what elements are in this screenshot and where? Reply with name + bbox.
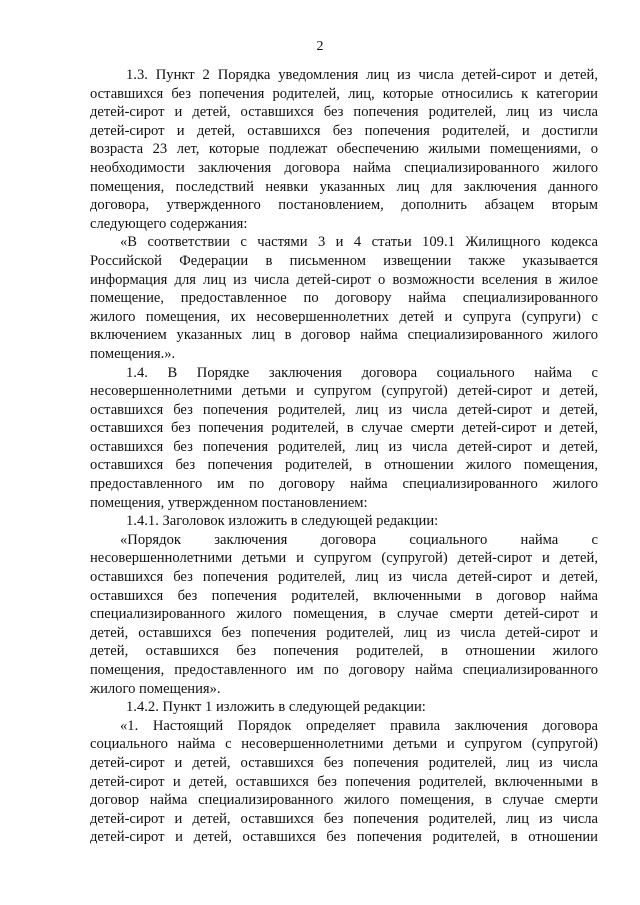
text-line: детей-сирот и детей, оставшихся без попечения родителей, включенными в: [90, 773, 598, 790]
quoted-paragraph-2: [90, 717, 598, 847]
quoted-paragraph-1: [90, 233, 598, 363]
text-line: договор найма специализированного жилого помещения, в случае смерти: [90, 792, 598, 809]
text-line: «1. Настоящий Порядок определяет правила заключения договора: [120, 717, 598, 734]
text-line: детей, оставшихся без попечения родителей, в отношении жилого: [90, 643, 598, 660]
text-line: детей-сирот и детей, оставшихся без попечения родителей, лиц из числа: [90, 104, 598, 121]
text-line: предоставленного им по договору найма специализированного жилого: [90, 476, 598, 493]
text-line: Российской Федерации в письменном извещении также указывается: [90, 252, 598, 269]
text-line: договора, утвержденного постановлением, дополнить абзацем вторым: [90, 197, 598, 214]
paragraph-1-4-1: [90, 512, 598, 531]
text-line: несовершеннолетними детьми и супругом (супругой) детей-сирот и детей,: [90, 550, 598, 567]
paragraph-1-3: [90, 66, 598, 233]
text-line: оставшихся без попечения родителей, лиц, которые относились к категории: [90, 85, 598, 102]
text-line: 1.4. В Порядке заключения договора социального найма с: [126, 364, 598, 381]
text-line: детей-сирот и детей, оставшихся без попечения родителей, лиц из числа: [90, 810, 598, 827]
text-line: оставшихся без попечения родителей, лиц из числа детей-сирот и детей,: [90, 569, 598, 586]
text-line: помещение, предоставленное по договору найма специализированного: [90, 290, 598, 307]
text-line: «Порядок заключения договора социального найма с: [120, 531, 598, 548]
text-line: помещения, предоставленного им по договору найма специализированного: [90, 662, 598, 678]
page-number: 2: [316, 39, 324, 54]
text-line: необходимости заключения договора найма специализированного жилого: [90, 159, 598, 176]
text-line: специализированного жилого помещения, в случае смерти детей-сирот и: [90, 606, 598, 623]
text-line: следующего содержания:: [90, 215, 248, 232]
text-line: детей-сирот и детей, оставшихся без попечения родителей, и достигли: [90, 122, 598, 139]
text-line: социального найма с несовершеннолетними детьми и супругом (супругой): [90, 736, 598, 753]
text-line: включением указанных лиц в договор найма специализированного жилого: [90, 327, 598, 344]
text-line: 1.3. Пункт 2 Порядка уведомления лиц из числа детей-сирот и детей,: [126, 67, 598, 83]
text-line: оставшихся без попечения родителей, лиц из числа детей-сирот и детей,: [90, 401, 598, 418]
text-line: оставшихся без попечения родителей, лиц из числа детей-сирот и детей,: [90, 438, 598, 455]
text-line: «В соответствии с частями 3 и 4 статьи 109.1 Жилищного кодекса: [120, 234, 598, 251]
text-line: детей-сирот и детей, оставшихся без попечения родителей, в отношении: [90, 829, 598, 846]
text-line: помещения, утвержденном постановлением:: [90, 494, 368, 511]
text-line: возраста 23 лет, которые подлежат обеспечению жилыми помещениями, о: [90, 141, 598, 158]
paragraph-1-4-2: [90, 698, 598, 717]
text-line: оставшихся без попечения родителей, включенными в договор найма: [90, 587, 598, 604]
text-line: детей, оставшихся без попечения родителей, лиц из числа детей-сирот и: [90, 624, 598, 641]
text-line: жилого помещения, их несовершеннолетних детей и супруга (супруги) с: [90, 308, 598, 325]
text-line: помещения.».: [90, 345, 176, 362]
text-line: жилого помещения».: [90, 680, 221, 697]
text-line: 1.4.1. Заголовок изложить в следующей редакции:: [126, 513, 439, 530]
document-body: [90, 66, 598, 847]
text-line: помещения, последствий неявки указанных лиц для заключения данного: [90, 178, 598, 195]
text-line: оставшихся без попечения родителей, в отношении жилого помещения,: [90, 457, 598, 474]
text-line: детей-сирот и детей, оставшихся без попечения родителей, лиц из числа: [90, 754, 598, 771]
quoted-title: [90, 531, 598, 698]
text-line: несовершеннолетними детьми и супругом (супругой) детей-сирот и детей,: [90, 383, 598, 400]
text-line: 1.4.2. Пункт 1 изложить в следующей редакции:: [126, 699, 426, 716]
paragraph-1-4: [90, 364, 598, 513]
text-line: оставшихся без попечения родителей, в случае смерти детей-сирот и детей,: [90, 420, 598, 437]
text-line: информация для лиц из числа детей-сирот о возможности вселения в жилое: [90, 271, 598, 288]
